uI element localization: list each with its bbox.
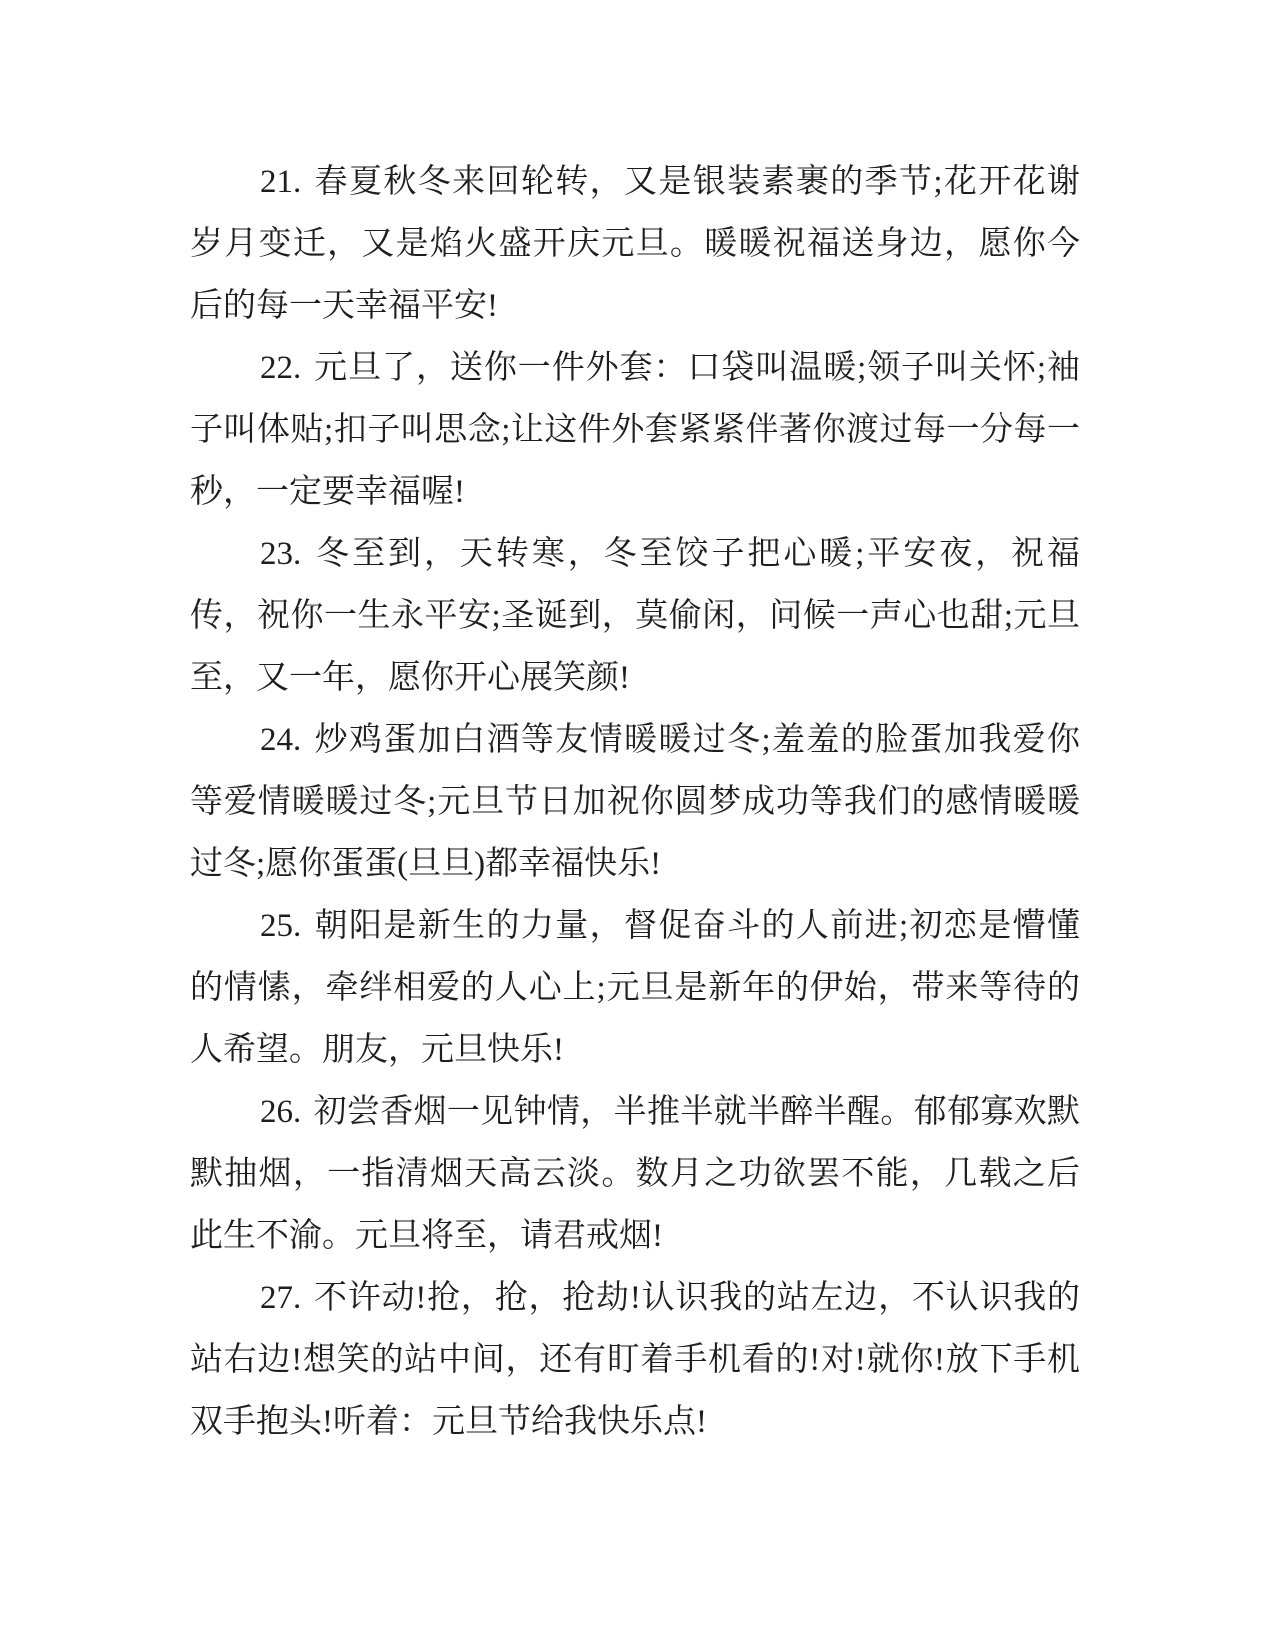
item-text: 元旦了，送你一件外套：口袋叫温暖;领子叫关怀;袖子叫体贴;扣子叫思念;让这件外套紧紧伴著你渡过每一分每一秒，一定要幸福喔! <box>190 350 1080 510</box>
item-text: 冬至到，天转寒，冬至饺子把心暖;平安夜，祝福传，祝你一生永平安;圣诞到，莫偷闲，问候一声心也甜;元旦至，又一年，愿你开心展笑颜! <box>190 536 1080 696</box>
document-content <box>190 151 1080 1453</box>
greeting-item-21 <box>190 151 1080 337</box>
greeting-item-22 <box>190 337 1080 523</box>
item-number: 24. <box>260 722 302 758</box>
item-number: 22. <box>260 350 302 386</box>
greeting-item-23 <box>190 523 1080 709</box>
item-number: 27. <box>260 1280 302 1316</box>
item-text: 不许动!抢，抢，抢劫!认识我的站左边，不认识我的站右边!想笑的站中间，还有盯着手机看的!对!就你!放下手机双手抱头!听着：元旦节给我快乐点! <box>190 1280 1080 1440</box>
greeting-item-27 <box>190 1267 1080 1453</box>
item-text: 炒鸡蛋加白酒等友情暖暖过冬;羞羞的脸蛋加我爱你等爱情暖暖过冬;元旦节日加祝你圆梦成功等我们的感情暖暖过冬;愿你蛋蛋(旦旦)都幸福快乐! <box>190 722 1080 882</box>
item-number: 21. <box>260 164 302 200</box>
item-number: 26. <box>260 1094 302 1130</box>
item-number: 23. <box>260 536 302 572</box>
greeting-item-26 <box>190 1081 1080 1267</box>
item-number: 25. <box>260 908 302 944</box>
item-text: 初尝香烟一见钟情，半推半就半醉半醒。郁郁寡欢默默抽烟，一指清烟天高云淡。数月之功欲罢不能，几载之后此生不渝。元旦将至，请君戒烟! <box>190 1094 1080 1254</box>
greeting-item-24 <box>190 709 1080 895</box>
item-text: 春夏秋冬来回轮转，又是银装素裹的季节;花开花谢岁月变迁，又是焰火盛开庆元旦。暖暖祝福送身边，愿你今后的每一天幸福平安! <box>190 164 1080 324</box>
greeting-item-25 <box>190 895 1080 1081</box>
item-text: 朝阳是新生的力量，督促奋斗的人前进;初恋是懵懂的情愫，牵绊相爱的人心上;元旦是新年的伊始，带来等待的人希望。朋友，元旦快乐! <box>190 908 1080 1068</box>
